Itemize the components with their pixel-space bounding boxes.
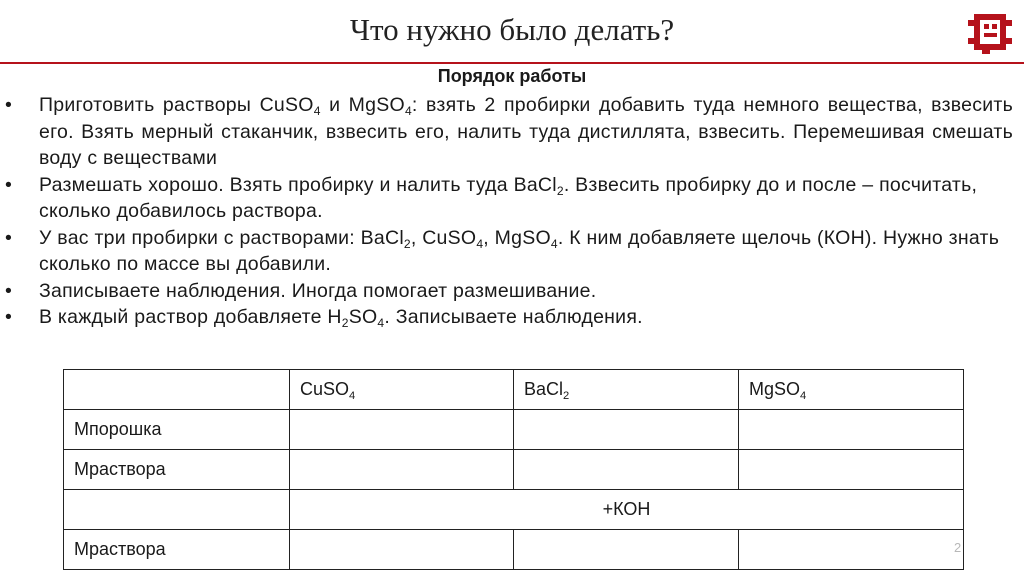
row-label: Мпорошка	[64, 410, 290, 450]
table-cell	[514, 530, 739, 570]
table-cell	[290, 530, 514, 570]
bullet-item	[5, 225, 1013, 278]
logo-icon	[968, 10, 1012, 54]
table-row	[64, 490, 964, 530]
subscript: 2	[563, 389, 570, 402]
table-header-row	[64, 370, 964, 410]
table-row	[64, 410, 964, 450]
table-row	[64, 530, 964, 570]
bullet-text: . Записываете наблюдения.	[384, 306, 643, 328]
subscript: 2	[556, 183, 564, 198]
bullet-text: : взять 2 пробирки добавить туда немного вещества, взвесить его. Взять мерный стаканчик, взвесить его, налить туда дистиллята, взвесить. Перемешивая смешать воду с веществами	[39, 94, 1013, 169]
subscript: 4	[800, 389, 807, 402]
table-header-cell	[739, 370, 964, 410]
header-label: CuSO	[300, 379, 350, 399]
header-label: MgSO	[749, 379, 801, 399]
bullet-text: У вас три пробирки с растворами: BaCl	[39, 226, 404, 249]
subscript: 4	[349, 389, 356, 402]
table-header-cell	[514, 370, 739, 410]
bullet-text: , CuSO	[410, 226, 477, 249]
row-label: Мраствора	[64, 450, 290, 490]
table-cell	[739, 410, 964, 450]
subscript: 4	[550, 236, 558, 251]
subscript: 2	[341, 316, 349, 331]
bullet-text: Приготовить растворы CuSO	[39, 94, 314, 116]
table-cell	[514, 410, 739, 450]
bullet-text: Размешать хорошо. Взять пробирку и налить туда BaCl	[39, 173, 557, 196]
slide-title: Что нужно было делать?	[349, 12, 675, 47]
table-cell	[64, 490, 290, 530]
subscript: 2	[403, 236, 411, 251]
table-cell	[739, 530, 964, 570]
subscript: 4	[404, 104, 412, 119]
row-label: Мраствора	[64, 530, 290, 570]
table-cell	[514, 450, 739, 490]
procedure-list	[5, 92, 1013, 331]
subscript: 4	[476, 236, 484, 251]
bullet-item	[5, 92, 1013, 172]
page-number: 2	[954, 540, 962, 555]
table-header-cell	[64, 370, 290, 410]
title-divider	[0, 62, 1024, 64]
observation-table	[63, 369, 964, 570]
table-header-cell	[290, 370, 514, 410]
bullet-item	[5, 172, 1013, 225]
bullet-item	[5, 278, 1013, 305]
subscript: 4	[377, 316, 385, 331]
bullet-text: , MgSO	[483, 226, 551, 249]
bullet-text: Записываете наблюдения. Иногда помогает размешивание.	[39, 279, 597, 302]
reagent-label: +КОН	[290, 490, 964, 530]
bullet-text: SO	[348, 306, 378, 328]
table-row	[64, 450, 964, 490]
table-cell	[739, 450, 964, 490]
subscript: 4	[313, 104, 321, 119]
section-subtitle: Порядок работы	[437, 66, 587, 86]
bullet-item	[5, 304, 1013, 331]
bullet-text: . К ним добавляете щелочь (КОН). Нужно знать сколько по массе вы добавили.	[39, 226, 1000, 275]
table-cell	[290, 410, 514, 450]
bullet-text: и MgSO	[320, 94, 405, 116]
table-cell	[290, 450, 514, 490]
bullet-text: В каждый раствор добавляете H	[39, 306, 342, 328]
header-label: BaCl	[524, 379, 564, 399]
bullet-text: . Взвесить пробирку до и после – посчитать, сколько добавилось раствора.	[39, 173, 978, 222]
